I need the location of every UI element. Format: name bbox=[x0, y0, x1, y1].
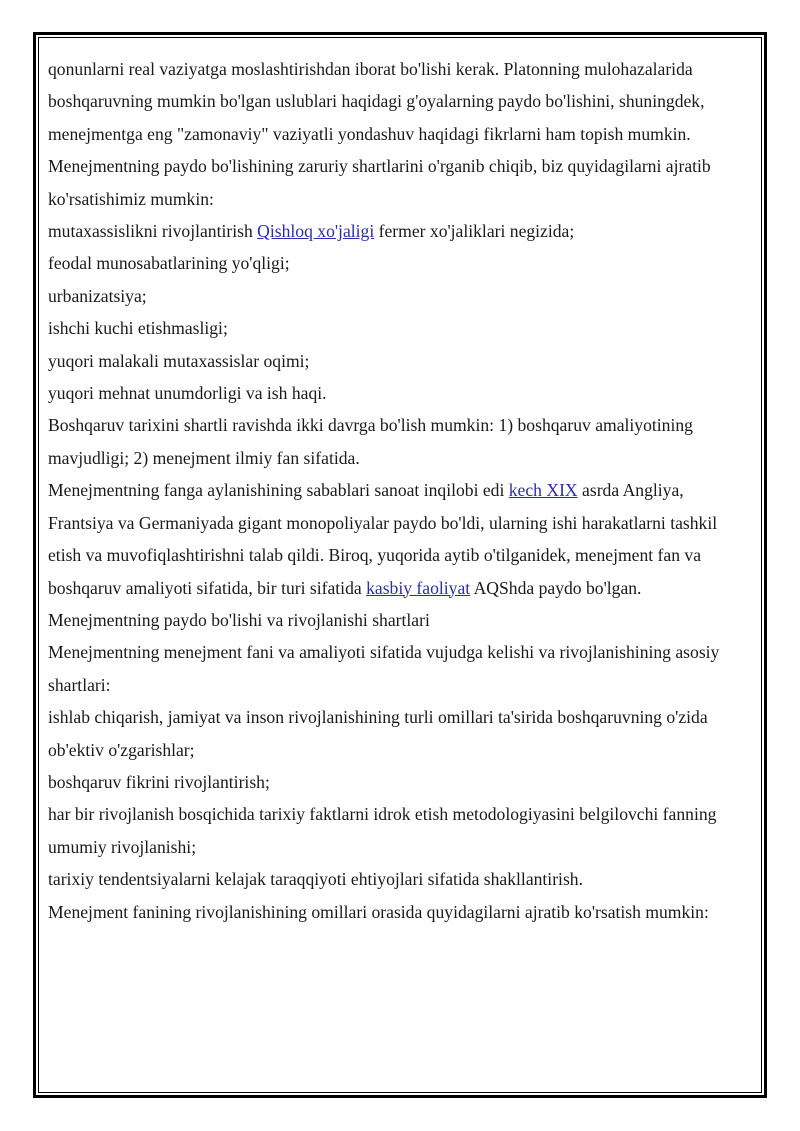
paragraph-industrial-text-2: asrda Angliya, Frantsiya va Germaniyada gigant monopoliyalar paydo bo'ldi, ularning ishi harakatlarni tashkil etish va muvofiqlashtirishni talab qildi. Biroq, yuqorida aytib o'tilganidek, menejment fan va boshqaruv amaliyoti sifatida, bir turi sifatida bbox=[48, 480, 718, 598]
paragraph-industrial-text-1: Menejmentning fanga aylanishining sabablari sanoat inqilobi edi bbox=[48, 480, 509, 501]
list-item-specialization-text-start: mutaxassislikni rivojlantirish bbox=[48, 221, 258, 242]
list-item-objective-changes: ishlab chiqarish, jamiyat va inson rivojlanishining turli omillari ta'sirida boshqaruvning o'zida ob'ektiv o'zgarishlar; bbox=[48, 707, 708, 760]
link-kasbiy-faoliyat[interactable]: kasbiy faoliyat bbox=[366, 577, 471, 598]
list-item-specialization bbox=[48, 215, 728, 247]
section-heading-conditions: Menejmentning paydo bo'lishi va rivojlanishi shartlari bbox=[48, 609, 430, 630]
list-item-labor-shortage: ishchi kuchi etishmasligi; bbox=[48, 318, 228, 339]
paragraph-platon: qonunlarni real vaziyatga moslashtirishdan iborat bo'lishi kerak. Platonning mulohazalarida boshqaruvning mumkin bo'lgan uslublari haqidagi g'oyalarning paydo bo'lishini, shuningdek, menejmentga eng "zamonaviy" vaziyatli yondashuv haqidagi fikrlarni ham topish mumkin. bbox=[48, 59, 705, 144]
paragraph-history-periods: Boshqaruv tarixini shartli ravishda ikki davrga bo'lish mumkin: 1) boshqaruv amaliyotining mavjudligi; 2) menejment ilmiy fan sifatida. bbox=[48, 415, 693, 468]
list-item-productivity: yuqori mehnat unumdorligi va ish haqi. bbox=[48, 383, 327, 404]
link-kech-xix[interactable]: kech XIX bbox=[508, 480, 578, 501]
paragraph-prerequisites-intro: Menejmentning paydo bo'lishining zaruriy shartlarini o'rganib chiqib, biz quyidagilarni ajratib ko'rsatishimiz mumkin: bbox=[48, 156, 711, 209]
list-item-specialization-text-end: fermer xo'jaliklari negizida; bbox=[374, 221, 575, 242]
list-item-historical-trends: tarixiy tendentsiyalarni kelajak taraqqiyoti ehtiyojlari sifatida shakllantirish. bbox=[48, 869, 583, 890]
paragraph-industrial-text-3: AQShda paydo bo'lgan. bbox=[470, 577, 642, 598]
document-body bbox=[48, 53, 728, 928]
list-item-specialists-inflow: yuqori malakali mutaxassislar oqimi; bbox=[48, 350, 310, 371]
list-item-urbanization: urbanizatsiya; bbox=[48, 285, 147, 306]
paragraph-factors-intro: Menejment fanining rivojlanishining omillari orasida quyidagilarni ajratib ko'rsatish mumkin: bbox=[48, 901, 709, 922]
list-item-feudal: feodal munosabatlarining yo'qligi; bbox=[48, 253, 290, 274]
list-item-science-development: har bir rivojlanish bosqichida tarixiy faktlarni idrok etish metodologiyasini belgilovchi fanning umumiy rivojlanishi; bbox=[48, 804, 717, 857]
list-item-management-thought: boshqaruv fikrini rivojlantirish; bbox=[48, 771, 270, 792]
link-qishloq-xojaligi[interactable]: Qishloq xo'jaligi bbox=[257, 221, 375, 242]
paragraph-industrial-revolution bbox=[48, 474, 728, 604]
paragraph-main-conditions: Menejmentning menejment fani va amaliyoti sifatida vujudga kelishi va rivojlanishining asosiy shartlari: bbox=[48, 642, 720, 695]
